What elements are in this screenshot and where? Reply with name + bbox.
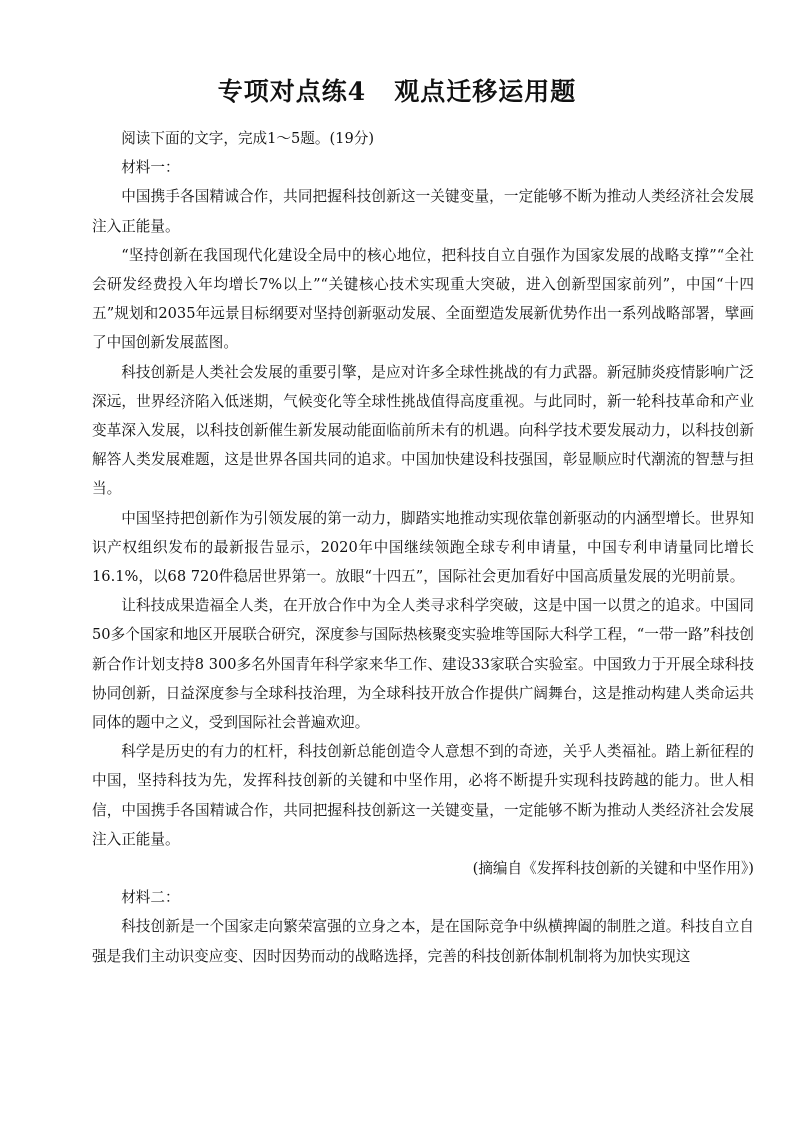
title-part-2: 观点迁移运用题: [394, 77, 577, 106]
material-2-label: 材料二：: [121, 889, 180, 907]
page-title: [0, 72, 794, 108]
material-1-label: 材料一：: [121, 159, 180, 177]
intro-instruction: 阅读下面的文字，完成1～5题。(19分): [121, 130, 375, 147]
material-1-source: (摘编自《发挥科技创新的关键和中坚作用》): [472, 860, 754, 878]
document-body: [92, 124, 754, 971]
material-2-paragraph: 科技创新是一个国家走向繁荣富强的立身之本，是在国际竞争中纵横捭阖的制胜之道。科技自立自强是我们主动识变应变、因时因势而动的战略选择，完善的科技创新体制机制将为加快实现这: [92, 918, 754, 965]
material-1-paragraph: 中国携手各国精诚合作，共同把握科技创新这一关键变量，一定能够不断为推动人类经济社会发展注入正能量。: [92, 188, 754, 235]
material-1-paragraph: 中国坚持把创新作为引领发展的第一动力，脚踏实地推动实现依靠创新驱动的内涵型增长。世界知识产权组织发布的最新报告显示，2020年中国继续领跑全球专利申请量，中国专利申请量同比增长16.1%，以68 720件稳居世界第一。放眼“十四五”，国际社会更加看好中国高质量发展的光明前景。: [92, 509, 754, 586]
material-1-paragraph: 让科技成果造福全人类，在开放合作中为全人类寻求科学突破，这是中国一以贯之的追求。中国同50多个国家和地区开展联合研究，深度参与国际热核聚变实验堆等国际大科学工程，“一带一路”科技创新合作计划支持8 300多名外国青年科学家来华工作、建设33家联合实验室。中国致力于开展全球科技协同创新，日益深度参与全球科技治理，为全球科技开放合作提供广阔舞台，这是推动构建人类命运共同体的题中之义，受到国际社会普遍欢迎。: [92, 597, 754, 732]
material-1-paragraph: “坚持创新在我国现代化建设全局中的核心地位，把科技自立自强作为国家发展的战略支撑”“全社会研发经费投入年均增长7%以上”“关键核心技术实现重大突破，进入创新型国家前列”，中国“十四五”规划和2035年远景目标纲要对坚持创新驱动发展、全面塑造发展新优势作出一系列战略部署，擘画了中国创新发展蓝图。: [92, 246, 754, 352]
material-1-paragraph: 科技创新是人类社会发展的重要引擎，是应对许多全球性挑战的有力武器。新冠肺炎疫情影响广泛深远，世界经济陷入低迷期，气候变化等全球性挑战值得高度重视。与此同时，新一轮科技革命和产业变革深入发展，以科技创新催生新发展动能面临前所未有的机遇。向科学技术要发展动力，以科技创新解答人类发展难题，这是世界各国共同的追求。中国加快建设科技强国，彰显顺应时代潮流的智慧与担当。: [92, 363, 754, 498]
title-part-1: 专项对点练4: [217, 77, 367, 106]
material-1-paragraph: 科学是历史的有力的杠杆，科技创新总能创造令人意想不到的奇迹，关乎人类福祉。踏上新征程的中国，坚持科技为先，发挥科技创新的关键和中坚作用，必将不断提升实现科技跨越的能力。世人相信，中国携手各国精诚合作，共同把握科技创新这一关键变量，一定能够不断为推动人类经济社会发展注入正能量。: [92, 743, 754, 848]
